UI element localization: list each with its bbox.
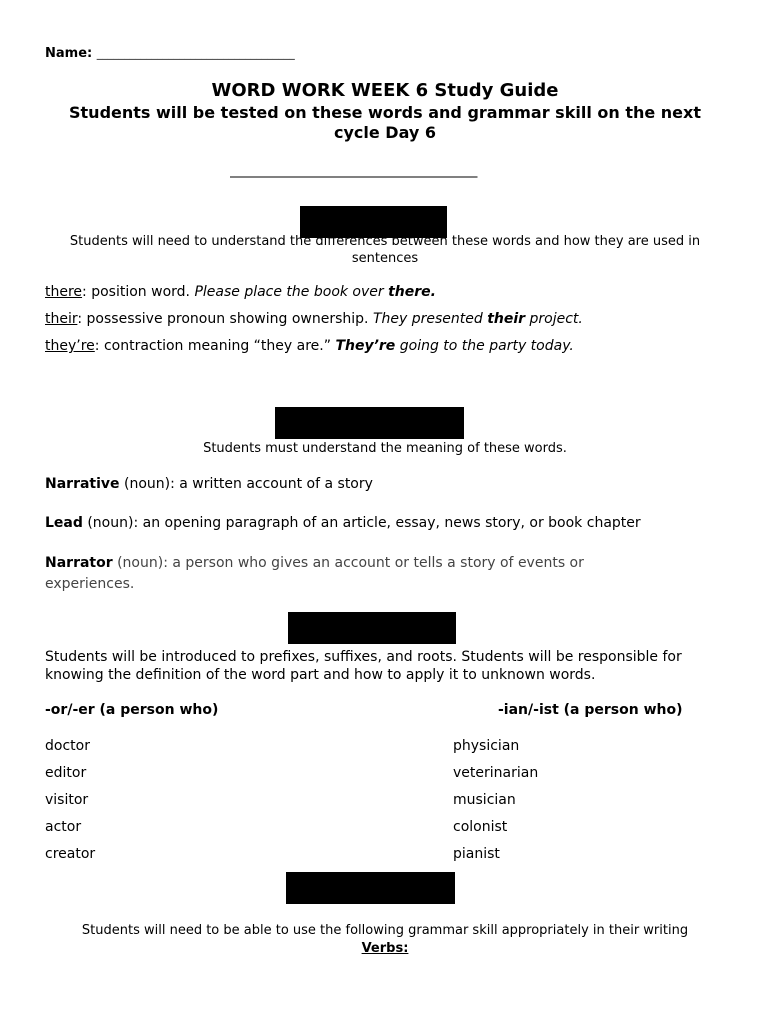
word-list-ian-ist bbox=[453, 733, 538, 868]
page-title: WORD WORK WEEK 6 Study Guide bbox=[211, 80, 559, 101]
list-item: pianist bbox=[453, 846, 500, 862]
list-item: creator bbox=[45, 846, 96, 862]
section3-intro: Students will be introduced to prefixes, suffixes, and roots. Students will be responsible for knowing the definition of the word part and how to apply it to unknown words. bbox=[45, 649, 682, 683]
definition-theyre bbox=[45, 338, 574, 354]
vocab-pos: (noun): bbox=[112, 555, 173, 571]
definition-their bbox=[45, 311, 583, 327]
vocab-pos: (noun): bbox=[82, 515, 143, 531]
example-text-end: going to the party today. bbox=[395, 338, 574, 354]
section1-intro: Students will need to understand the differences between these words and how they are used in sentences bbox=[69, 234, 701, 266]
definition-text: : position word. bbox=[82, 284, 195, 300]
redacted-heading-2 bbox=[275, 407, 464, 439]
page-subtitle: Students will be tested on these words and grammar skill on the next cycle Day 6 bbox=[69, 103, 701, 142]
example-text-end: project. bbox=[525, 311, 583, 327]
definition-text: : possessive pronoun showing ownership. bbox=[77, 311, 373, 327]
section2-intro: Students must understand the meaning of these words. bbox=[203, 441, 567, 456]
vocab-term: Lead bbox=[45, 515, 83, 531]
definition-there bbox=[45, 284, 436, 300]
vocab-term: Narrative bbox=[45, 476, 120, 492]
example-bold: They’re bbox=[335, 338, 396, 354]
vocab-pos: (noun): bbox=[119, 476, 180, 492]
vocab-lead bbox=[45, 515, 641, 531]
column2-header: -ian/-ist (a person who) bbox=[498, 702, 683, 718]
section4-heading: Verbs: bbox=[361, 941, 409, 956]
list-item: actor bbox=[45, 819, 82, 835]
term: there bbox=[45, 284, 83, 300]
list-item: physician bbox=[453, 738, 520, 754]
vocab-def: an opening paragraph of an article, essay, news story, or book chapter bbox=[142, 515, 641, 531]
term: their bbox=[45, 311, 78, 327]
example-bold: there. bbox=[388, 284, 436, 300]
list-item: visitor bbox=[45, 792, 89, 808]
vocab-def: a written account of a story bbox=[179, 476, 373, 492]
list-item: colonist bbox=[453, 819, 508, 835]
definition-text: : contraction meaning “they are.” bbox=[94, 338, 336, 354]
vocab-term: Narrator bbox=[45, 555, 113, 571]
section4-intro: Students will need to be able to use the following grammar skill appropriately in their writing bbox=[81, 923, 689, 938]
list-item: veterinarian bbox=[453, 765, 539, 781]
column1-header: -or/-er (a person who) bbox=[45, 702, 219, 718]
name-blank: ____________________________________ bbox=[96, 47, 295, 60]
term: they’re bbox=[45, 338, 95, 354]
example-text: They presented bbox=[372, 311, 488, 327]
list-item: doctor bbox=[45, 738, 90, 754]
list-item: editor bbox=[45, 765, 87, 781]
name-label: Name: bbox=[45, 46, 93, 61]
vocab-def: a person who gives an account or tells a story of events or experiences. bbox=[45, 555, 584, 592]
separator-line: _____________________________________________ bbox=[230, 165, 478, 178]
redacted-heading-3 bbox=[288, 612, 456, 644]
vocab-narrative bbox=[45, 476, 373, 492]
example-text: Please place the book over bbox=[194, 284, 389, 300]
word-list-or-er bbox=[45, 733, 95, 868]
list-item: musician bbox=[453, 792, 516, 808]
name-line bbox=[45, 46, 295, 61]
redacted-heading-4 bbox=[286, 872, 455, 904]
vocab-narrator bbox=[45, 553, 645, 595]
example-bold: their bbox=[487, 311, 526, 327]
